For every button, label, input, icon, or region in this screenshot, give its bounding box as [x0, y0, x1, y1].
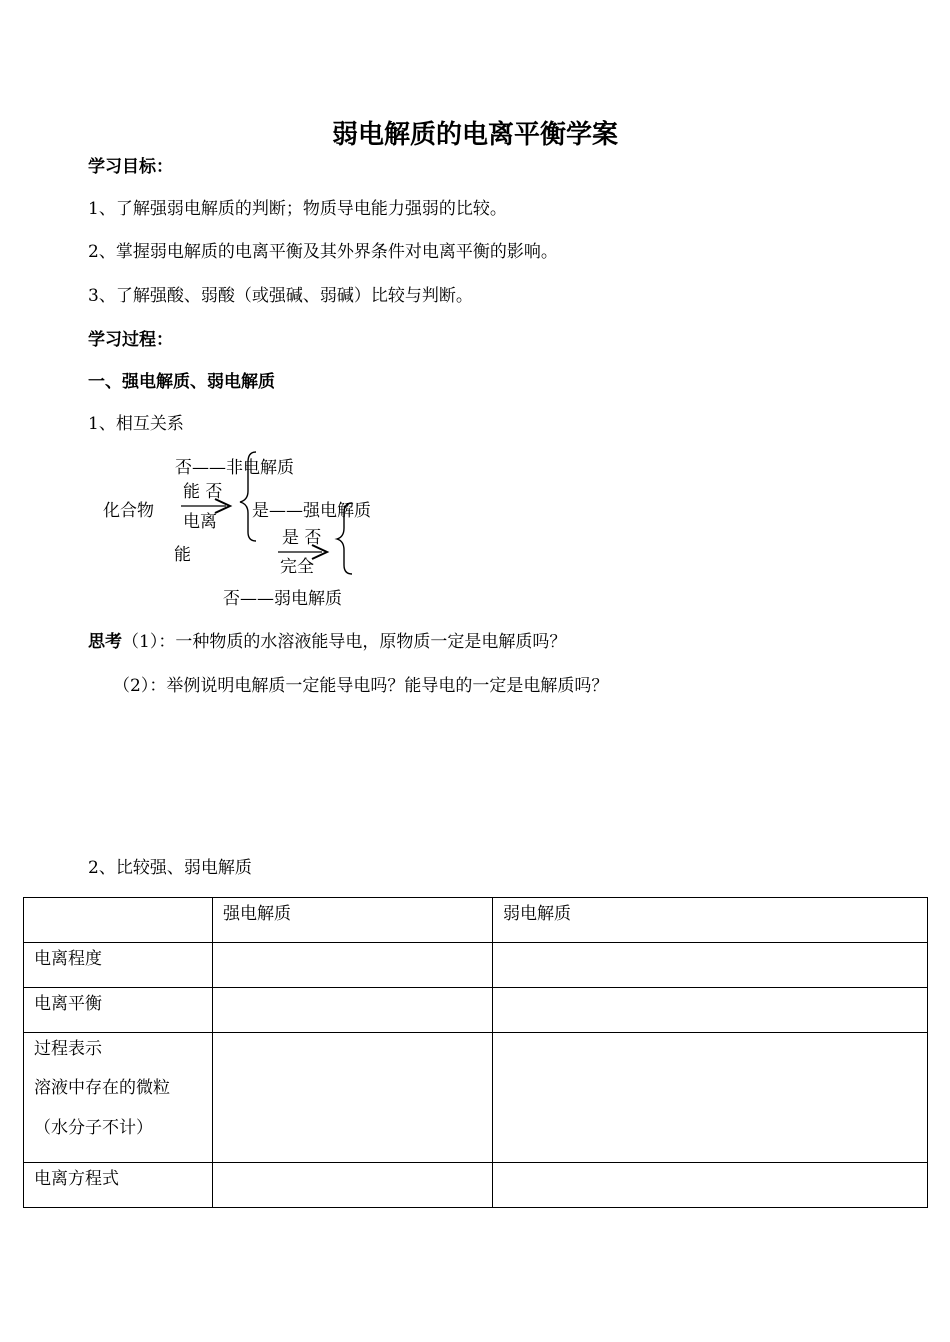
think-question-2: （2）：举例说明电解质一定能导电吗？能导电的一定是电解质吗？: [113, 676, 609, 696]
diagram-strong-electrolyte: 是——强电解质: [252, 501, 371, 521]
diagram-ionize-question: 能 否: [183, 482, 223, 502]
row-label-ionization-degree: 电离程度: [24, 943, 213, 988]
think-question-1-text: （1）：一种物质的水溶液能导电，原物质一定是电解质吗？: [122, 632, 567, 652]
table-cell: [213, 1163, 493, 1208]
objective-item-1: 1、了解强弱电解质的判断；物质导电能力强弱的比较。: [88, 199, 507, 219]
table-header-weak: 弱电解质: [493, 898, 928, 943]
objective-item-3: 3、了解强酸、弱酸（或强碱、弱碱）比较与判断。: [88, 286, 473, 306]
table-cell: [493, 1033, 928, 1163]
diagram-complete-label: 完全: [280, 557, 314, 577]
row-label-process-line-3: （水分子不计）: [34, 1117, 153, 1138]
subsection-relationship: 1、相互关系: [88, 414, 184, 434]
objective-item-2: 2、掌握弱电解质的电离平衡及其外界条件对电离平衡的影响。: [88, 242, 558, 262]
table-row: [24, 988, 928, 1033]
diagram-nonelectrolyte: 否——非电解质: [175, 458, 294, 478]
row-label-process: [24, 1033, 213, 1163]
comparison-table: [23, 897, 928, 1208]
objectives-heading: 学习目标：: [88, 157, 173, 177]
diagram-can: 能: [174, 545, 191, 565]
classification-diagram-lines: [0, 0, 950, 620]
compare-heading: 2、比较强、弱电解质: [88, 858, 252, 878]
table-row: [24, 943, 928, 988]
table-cell: [493, 988, 928, 1033]
table-cell: [213, 943, 493, 988]
diagram-ionize-label: 电离: [183, 512, 217, 532]
page-title: 弱电解质的电离平衡学案: [331, 120, 618, 150]
table-header-strong: 强电解质: [213, 898, 493, 943]
table-cell: [493, 943, 928, 988]
diagram-weak-electrolyte: 否——弱电解质: [223, 589, 342, 609]
diagram-compound: 化合物: [103, 501, 154, 521]
row-label-process-line-1: 过程表示: [34, 1039, 102, 1059]
row-label-ionization-equation: 电离方程式: [24, 1163, 213, 1208]
table-header-row: [24, 898, 928, 943]
row-label-ionization-equilibrium: 电离平衡: [24, 988, 213, 1033]
table-cell: [493, 1163, 928, 1208]
table-row: [24, 1033, 928, 1163]
process-heading: 学习过程：: [88, 330, 173, 350]
row-label-process-line-2: 溶液中存在的微粒: [34, 1078, 170, 1099]
think-label: 思考: [88, 632, 122, 652]
table-cell: [213, 988, 493, 1033]
table-cell: [213, 1033, 493, 1163]
diagram-complete-question: 是 否: [282, 528, 322, 548]
table-header-empty: [24, 898, 213, 943]
section-1-heading: 一、强电解质、弱电解质: [88, 372, 275, 392]
table-row: [24, 1163, 928, 1208]
think-question-1: [88, 632, 566, 652]
